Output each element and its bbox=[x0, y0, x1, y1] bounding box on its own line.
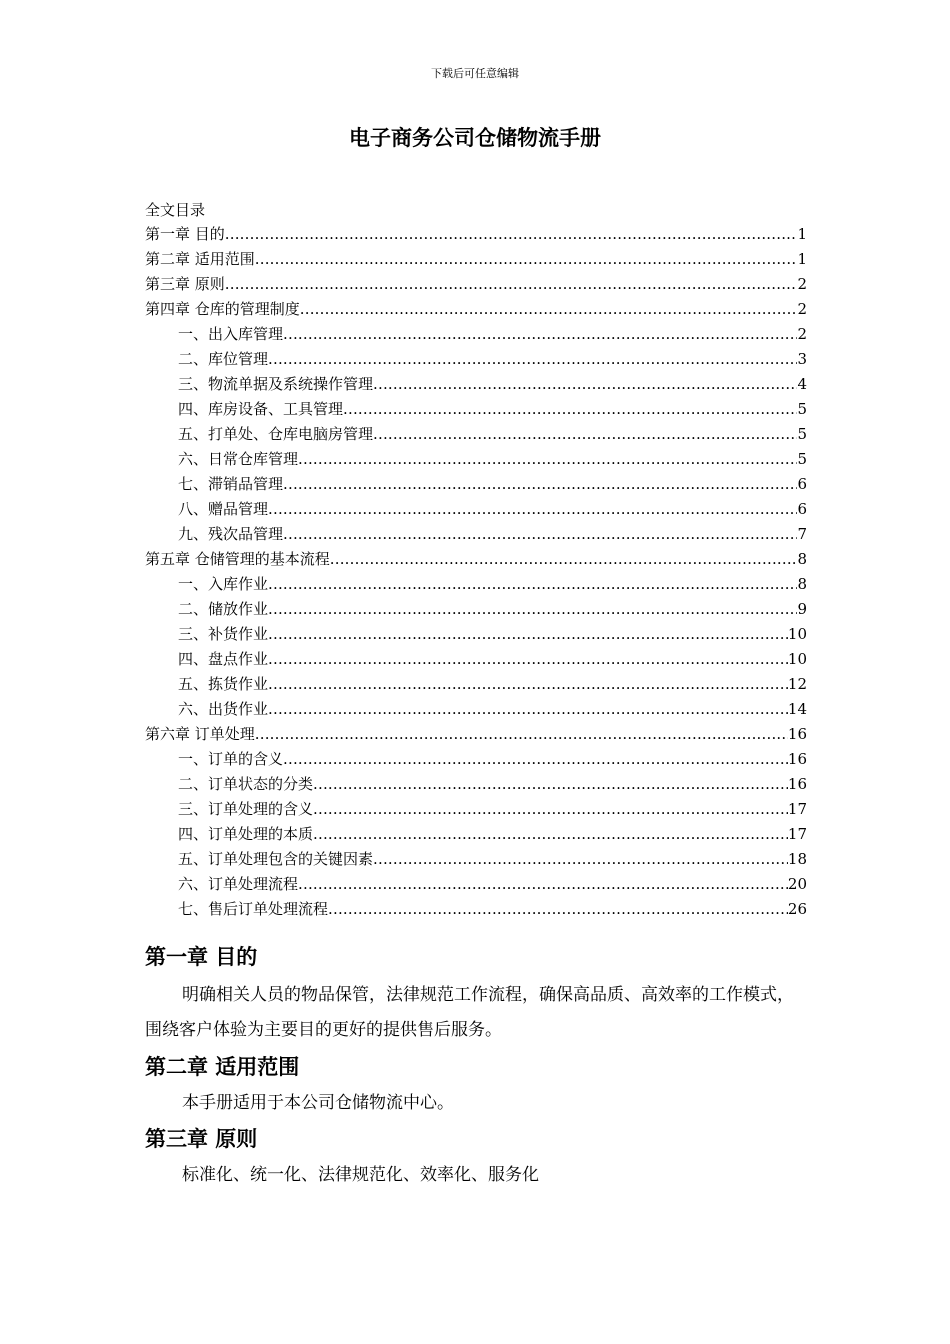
toc-page-number: 12 bbox=[787, 675, 807, 693]
toc-dot-leader bbox=[268, 672, 788, 697]
toc-entry-label: 六、出货作业 bbox=[178, 700, 269, 718]
toc-entry-label: 第二章 适用范围 bbox=[145, 250, 255, 268]
toc-dot-leader bbox=[268, 622, 788, 647]
toc-section-entry[interactable] bbox=[145, 797, 807, 822]
toc-dot-leader bbox=[283, 522, 797, 547]
toc-section-entry[interactable] bbox=[145, 622, 807, 647]
chapter-3 bbox=[145, 1124, 807, 1193]
toc-section-entry[interactable] bbox=[145, 497, 807, 522]
toc-page-number: 3 bbox=[797, 350, 807, 368]
toc-section-entry[interactable] bbox=[145, 522, 807, 547]
toc-dot-leader bbox=[300, 297, 798, 322]
toc-page-number: 6 bbox=[797, 475, 807, 493]
toc-page-number: 1 bbox=[797, 250, 807, 268]
toc-section-entry[interactable] bbox=[145, 572, 807, 597]
toc-page-number: 16 bbox=[787, 775, 807, 793]
toc-entry-label: 一、出入库管理 bbox=[178, 325, 284, 343]
toc-page-number: 2 bbox=[797, 325, 807, 343]
toc-dot-leader bbox=[225, 272, 798, 297]
toc-section-entry[interactable] bbox=[145, 447, 807, 472]
toc-entry-label: 二、订单状态的分类 bbox=[178, 775, 314, 793]
toc-entry-label: 八、赠品管理 bbox=[178, 500, 269, 518]
toc-entry-label: 七、滞销品管理 bbox=[178, 475, 284, 493]
toc-page-number: 18 bbox=[787, 850, 807, 868]
toc-entry-label: 三、订单处理的含义 bbox=[178, 800, 314, 818]
toc-entry-label: 四、订单处理的本质 bbox=[178, 825, 314, 843]
toc-entry-label: 七、售后订单处理流程 bbox=[178, 900, 329, 918]
toc-chapter-entry[interactable] bbox=[145, 547, 807, 572]
toc-chapter-entry[interactable] bbox=[145, 247, 807, 272]
toc-dot-leader bbox=[283, 472, 797, 497]
chapter-2-title: 第二章 适用范围 bbox=[145, 1055, 300, 1079]
toc-page-number: 26 bbox=[787, 900, 807, 918]
toc-chapter-entry[interactable] bbox=[145, 222, 807, 247]
toc-page-number: 4 bbox=[797, 375, 807, 393]
toc-section-entry[interactable] bbox=[145, 697, 807, 722]
toc-dot-leader bbox=[328, 897, 788, 922]
toc-page-number: 7 bbox=[797, 525, 807, 543]
toc-entry-label: 五、订单处理包含的关键因素 bbox=[178, 850, 374, 868]
toc-section-entry[interactable] bbox=[145, 872, 807, 897]
toc-dot-leader bbox=[313, 797, 788, 822]
toc-entry-label: 四、库房设备、工具管理 bbox=[178, 400, 344, 418]
toc-dot-leader bbox=[268, 647, 788, 672]
toc-list bbox=[145, 222, 807, 922]
toc-dot-leader bbox=[373, 422, 797, 447]
toc-section-entry[interactable] bbox=[145, 672, 807, 697]
table-of-contents bbox=[145, 198, 807, 922]
toc-section-entry[interactable] bbox=[145, 347, 807, 372]
header-note: 下载后可任意编辑 bbox=[431, 67, 519, 80]
toc-page-number: 5 bbox=[797, 400, 807, 418]
toc-page-number: 1 bbox=[797, 225, 807, 243]
toc-dot-leader bbox=[268, 697, 788, 722]
toc-page-number: 6 bbox=[797, 500, 807, 518]
toc-entry-label: 第四章 仓库的管理制度 bbox=[145, 300, 300, 318]
toc-entry-label: 一、入库作业 bbox=[178, 575, 269, 593]
toc-section-entry[interactable] bbox=[145, 747, 807, 772]
toc-entry-label: 一、订单的含义 bbox=[178, 750, 284, 768]
toc-entry-label: 四、盘点作业 bbox=[178, 650, 269, 668]
chapter-1-body: 明确相关人员的物品保管，法律规范工作流程，确保高品质、高效率的工作模式，围绕客户体验为主要目的更好的提供售后服务。 bbox=[145, 985, 794, 1040]
chapter-1-title: 第一章 目的 bbox=[145, 945, 258, 969]
toc-entry-label: 第一章 目的 bbox=[145, 225, 225, 243]
document-title: 电子商务公司仓储物流手册 bbox=[349, 125, 601, 150]
toc-dot-leader bbox=[225, 222, 798, 247]
toc-heading: 全文目录 bbox=[145, 201, 206, 219]
toc-page-number: 2 bbox=[797, 275, 807, 293]
toc-page-number: 10 bbox=[787, 625, 807, 643]
toc-entry-label: 二、库位管理 bbox=[178, 350, 269, 368]
toc-entry-label: 九、残次品管理 bbox=[178, 525, 284, 543]
toc-chapter-entry[interactable] bbox=[145, 272, 807, 297]
toc-entry-label: 第六章 订单处理 bbox=[145, 725, 255, 743]
toc-page-number: 14 bbox=[787, 700, 807, 718]
toc-dot-leader bbox=[298, 447, 797, 472]
toc-section-entry[interactable] bbox=[145, 897, 807, 922]
toc-section-entry[interactable] bbox=[145, 397, 807, 422]
toc-entry-label: 五、打单处、仓库电脑房管理 bbox=[178, 425, 374, 443]
chapter-3-body: 标准化、统一化、法律规范化、效率化、服务化 bbox=[182, 1165, 539, 1185]
toc-section-entry[interactable] bbox=[145, 822, 807, 847]
toc-dot-leader bbox=[268, 597, 797, 622]
toc-dot-leader bbox=[283, 322, 797, 347]
toc-page-number: 5 bbox=[797, 425, 807, 443]
chapter-1 bbox=[145, 942, 807, 1048]
chapter-2 bbox=[145, 1052, 807, 1121]
toc-dot-leader bbox=[298, 872, 788, 897]
toc-entry-label: 三、补货作业 bbox=[178, 625, 269, 643]
toc-dot-leader bbox=[268, 497, 797, 522]
toc-page-number: 16 bbox=[787, 725, 807, 743]
toc-entry-label: 三、物流单据及系统操作管理 bbox=[178, 375, 374, 393]
toc-entry-label: 五、拣货作业 bbox=[178, 675, 269, 693]
toc-dot-leader bbox=[255, 722, 788, 747]
chapter-2-body: 本手册适用于本公司仓储物流中心。 bbox=[182, 1093, 454, 1113]
toc-page-number: 8 bbox=[797, 550, 807, 568]
toc-dot-leader bbox=[283, 747, 788, 772]
toc-section-entry[interactable] bbox=[145, 772, 807, 797]
toc-section-entry[interactable] bbox=[145, 422, 807, 447]
toc-section-entry[interactable] bbox=[145, 472, 807, 497]
toc-dot-leader bbox=[313, 822, 788, 847]
toc-page-number: 16 bbox=[787, 750, 807, 768]
toc-page-number: 17 bbox=[787, 825, 807, 843]
toc-entry-label: 二、储放作业 bbox=[178, 600, 269, 618]
toc-section-entry[interactable] bbox=[145, 847, 807, 872]
toc-page-number: 8 bbox=[797, 575, 807, 593]
toc-page-number: 2 bbox=[797, 300, 807, 318]
chapter-3-title: 第三章 原则 bbox=[145, 1127, 258, 1151]
toc-chapter-entry[interactable] bbox=[145, 722, 807, 747]
toc-entry-label: 六、订单处理流程 bbox=[178, 875, 299, 893]
toc-entry-label: 六、日常仓库管理 bbox=[178, 450, 299, 468]
toc-entry-label: 第五章 仓储管理的基本流程 bbox=[145, 550, 330, 568]
toc-section-entry[interactable] bbox=[145, 322, 807, 347]
toc-page-number: 9 bbox=[797, 600, 807, 618]
toc-dot-leader bbox=[373, 847, 788, 872]
toc-section-entry[interactable] bbox=[145, 647, 807, 672]
toc-page-number: 5 bbox=[797, 450, 807, 468]
toc-page-number: 10 bbox=[787, 650, 807, 668]
toc-section-entry[interactable] bbox=[145, 372, 807, 397]
toc-dot-leader bbox=[343, 397, 797, 422]
toc-dot-leader bbox=[255, 247, 798, 272]
toc-entry-label: 第三章 原则 bbox=[145, 275, 225, 293]
toc-dot-leader bbox=[313, 772, 788, 797]
toc-chapter-entry[interactable] bbox=[145, 297, 807, 322]
toc-dot-leader bbox=[373, 372, 797, 397]
toc-dot-leader bbox=[330, 547, 798, 572]
toc-dot-leader bbox=[268, 572, 797, 597]
toc-page-number: 20 bbox=[787, 875, 807, 893]
toc-dot-leader bbox=[268, 347, 797, 372]
toc-section-entry[interactable] bbox=[145, 597, 807, 622]
toc-page-number: 17 bbox=[787, 800, 807, 818]
